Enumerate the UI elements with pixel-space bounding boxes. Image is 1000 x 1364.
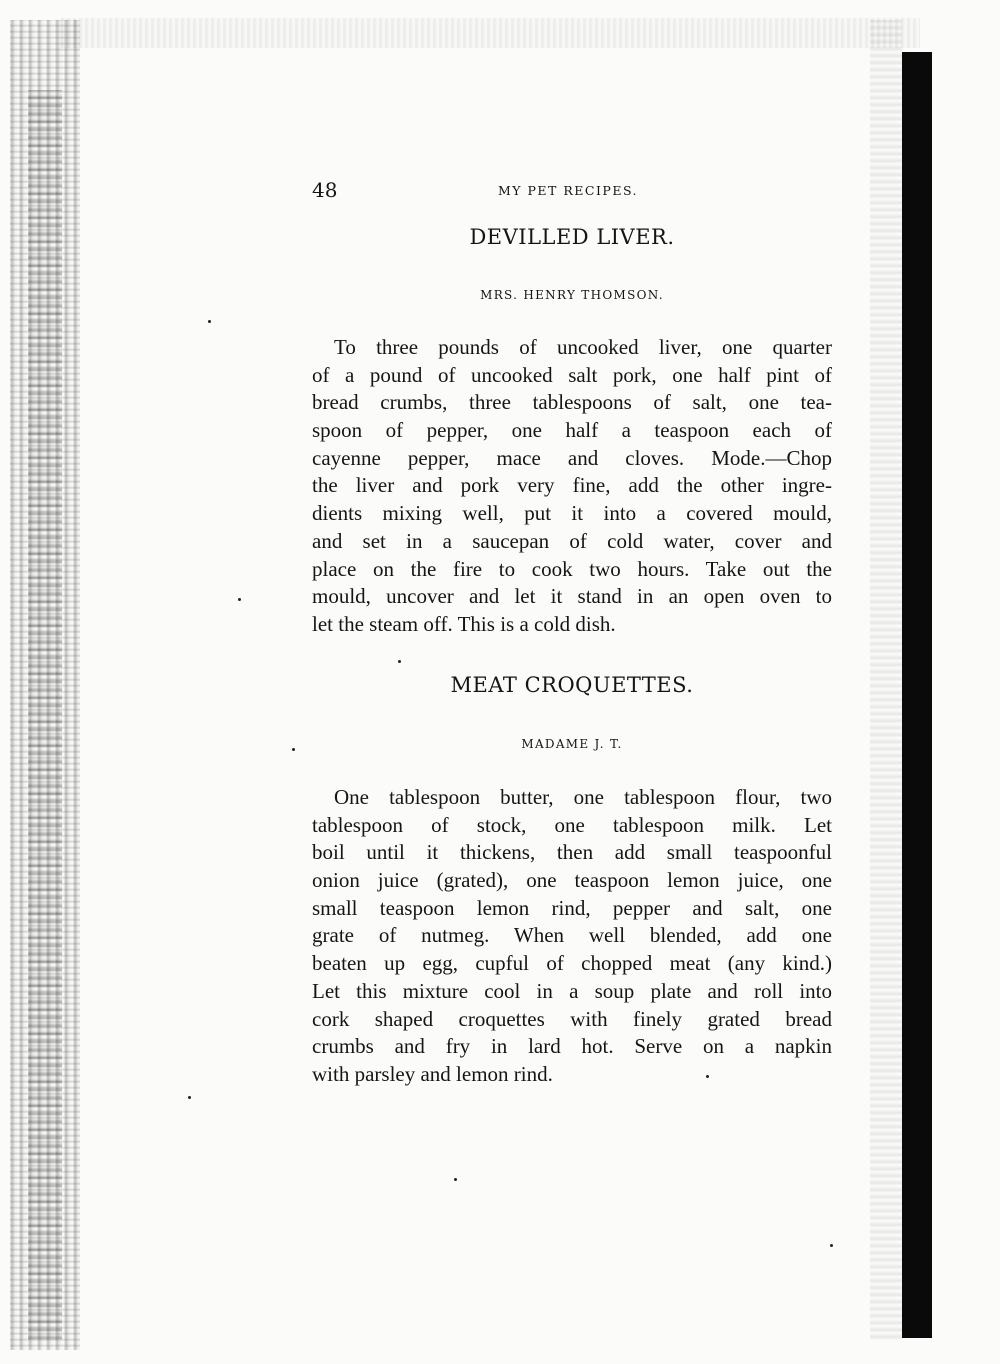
recipe-line: To three pounds of uncooked liver, one quarter <box>334 335 832 359</box>
recipe-line: of a pound of uncooked salt pork, one half pint of <box>312 362 832 387</box>
recipe-line: tablespoon of stock, one tablespoon milk. Let <box>312 812 832 837</box>
recipe-line: let the steam off. This is a cold dish. <box>312 611 616 636</box>
scan-speck <box>208 320 211 323</box>
scan-speck <box>188 1096 191 1099</box>
scan-right-shade <box>870 20 902 1340</box>
scan-speck <box>292 748 295 751</box>
recipe-line: mould, uncover and let it stand in an open oven to <box>312 584 832 609</box>
recipe-line: grate of nutmeg. When well blended, add one <box>312 923 832 948</box>
scan-speck <box>454 1178 457 1181</box>
scan-binding-shadow <box>28 90 62 1340</box>
recipe-line: Let this mixture cool in a soup plate and roll into <box>312 978 832 1003</box>
recipe-line: dients mixing well, put it into a covered mould, <box>312 501 832 526</box>
page-number: 48 <box>312 178 338 202</box>
recipe-author: MADAME J. T. <box>521 737 623 751</box>
recipe-line: cork shaped croquettes with finely grated bread <box>312 1006 832 1031</box>
scan-top-edge <box>60 18 920 48</box>
scan-speck <box>830 1244 833 1247</box>
recipe-body <box>312 334 832 639</box>
scan-speck <box>238 598 241 601</box>
recipe-title: MEAT CROQUETTES. <box>450 673 694 697</box>
recipe-line: with parsley and lemon rind. <box>312 1061 553 1086</box>
recipe-line: small teaspoon lemon rind, pepper and salt, one <box>312 895 832 920</box>
recipe-line: place on the fire to cook two hours. Take out the <box>312 556 832 581</box>
recipe-title: DEVILLED LIVER. <box>469 225 675 249</box>
recipe-line: bread crumbs, three tablespoons of salt, one tea- <box>312 390 832 415</box>
recipe-line: cayenne pepper, mace and cloves. Mode.—Chop <box>312 445 832 470</box>
recipe-line: crumbs and fry in lard hot. Serve on a napkin <box>312 1034 832 1059</box>
recipe-line: One tablespoon butter, one tablespoon flour, two <box>334 785 832 809</box>
scan-right-edge-bar <box>902 52 932 1338</box>
running-head <box>312 178 832 208</box>
recipe-line: the liver and pork very fine, add the other ingre- <box>312 473 832 498</box>
running-title: MY PET RECIPES. <box>498 183 639 198</box>
recipe-body <box>312 784 832 1089</box>
recipe-line: beaten up egg, cupful of chopped meat (any kind.) <box>312 951 832 976</box>
recipe-author: MRS. HENRY THOMSON. <box>480 288 664 302</box>
scan-speck <box>398 660 401 663</box>
recipe-line: boil until it thickens, then add small teaspoonful <box>312 840 832 865</box>
recipe-line: onion juice (grated), one teaspoon lemon juice, one <box>312 868 832 893</box>
recipe-line: and set in a saucepan of cold water, cover and <box>312 528 832 553</box>
recipe-line: spoon of pepper, one half a teaspoon each of <box>312 418 832 443</box>
